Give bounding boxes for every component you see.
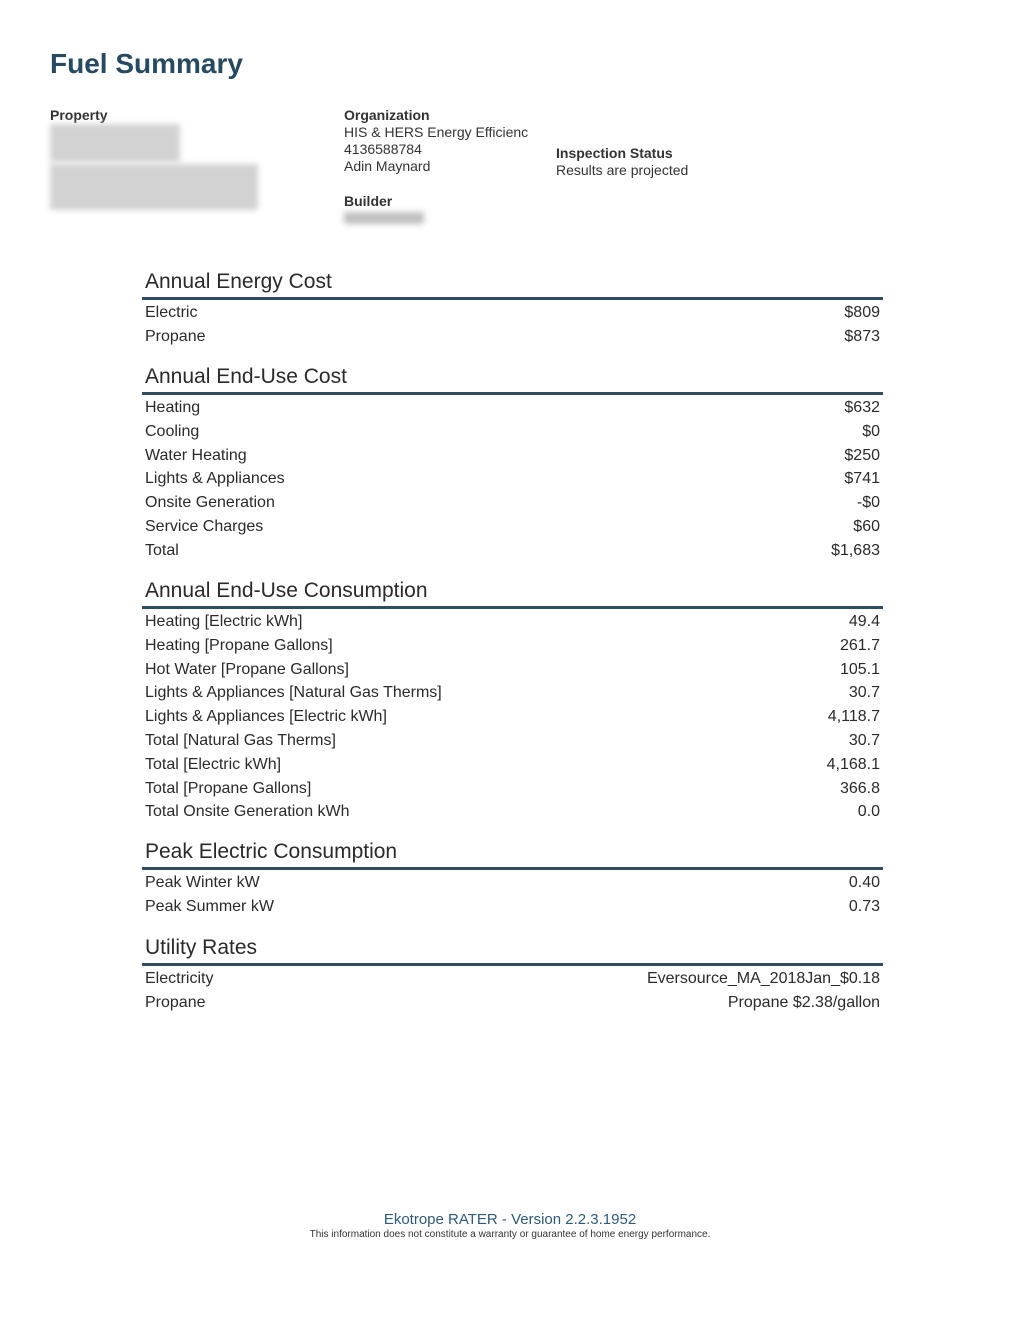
row-label: Heating [Electric kWh] xyxy=(145,613,303,630)
row-value: $809 xyxy=(844,304,880,321)
row-value: -$0 xyxy=(856,494,880,512)
property-label: Property xyxy=(50,107,108,123)
organization-name: HIS & HERS Energy Efficienc xyxy=(344,124,529,140)
organization-block xyxy=(344,107,536,175)
row-label: Lights & Appliances [Electric kWh] xyxy=(145,708,387,726)
table-row xyxy=(142,325,883,349)
row-label: Total [Propane Gallons] xyxy=(145,779,312,797)
row-label: Onsite Generation xyxy=(145,494,275,512)
row-value: 0.0 xyxy=(857,803,880,821)
inspection-status-value: Results are projected xyxy=(556,162,689,178)
table-row xyxy=(142,753,883,777)
inspection-status-block xyxy=(556,145,688,179)
table-row xyxy=(142,967,883,991)
organization-phone: 4136588784 xyxy=(344,141,422,157)
section-title: Annual End-Use Cost xyxy=(142,365,883,395)
table-row xyxy=(142,467,883,491)
row-value: 49.4 xyxy=(848,613,880,630)
table-row xyxy=(142,444,883,468)
row-value: $60 xyxy=(853,517,880,535)
footer-version: Ekotrope RATER - Version 2.2.3.1952 xyxy=(383,1211,637,1228)
row-value: Eversource_MA_2018Jan_$0.18 xyxy=(646,970,880,987)
row-value: 4,118.7 xyxy=(827,708,880,726)
redacted-property-city xyxy=(50,164,258,210)
row-label: Service Charges xyxy=(145,517,264,535)
table-row xyxy=(142,658,883,682)
row-value: 4,168.1 xyxy=(826,755,880,773)
table-row xyxy=(142,491,883,515)
section-annual-energy-cost xyxy=(142,270,883,349)
table-row xyxy=(142,800,883,824)
row-label: Peak Summer kW xyxy=(145,897,274,915)
table-row xyxy=(142,634,883,658)
row-label: Propane xyxy=(145,327,206,345)
row-value: 0.73 xyxy=(848,897,880,915)
row-value: $632 xyxy=(844,399,880,416)
table-row xyxy=(142,396,883,420)
inspection-status-label: Inspection Status xyxy=(556,145,673,161)
page-title: Fuel Summary xyxy=(50,48,243,79)
row-label: Lights & Appliances xyxy=(145,470,285,488)
table-row xyxy=(142,681,883,705)
builder-block xyxy=(344,193,392,210)
row-value: Propane $2.38/gallon xyxy=(727,993,880,1011)
section-peak-electric-consumption xyxy=(142,840,883,919)
table-row xyxy=(142,515,883,539)
row-label: Hot Water [Propane Gallons] xyxy=(145,660,349,678)
table-row xyxy=(142,895,883,919)
table-row xyxy=(142,705,883,729)
row-label: Total xyxy=(145,541,179,559)
row-label: Peak Winter kW xyxy=(145,874,260,891)
row-label: Cooling xyxy=(145,422,200,440)
organization-contact: Adin Maynard xyxy=(344,158,431,174)
section-title: Annual End-Use Consumption xyxy=(142,579,883,609)
table-row xyxy=(142,420,883,444)
table-row xyxy=(142,610,883,634)
table-row xyxy=(142,301,883,325)
table-row xyxy=(142,539,883,563)
section-title: Peak Electric Consumption xyxy=(142,840,883,870)
row-value: 30.7 xyxy=(848,731,880,749)
row-label: Propane xyxy=(145,993,206,1011)
table-row xyxy=(142,777,883,801)
redacted-property-address xyxy=(50,124,180,162)
row-value: $873 xyxy=(844,327,880,345)
row-label: Electric xyxy=(145,304,198,321)
row-value: $250 xyxy=(844,446,880,464)
property-block xyxy=(50,107,108,124)
section-annual-end-use-consumption xyxy=(142,579,883,824)
section-title: Utility Rates xyxy=(142,936,883,966)
section-title: Annual Energy Cost xyxy=(142,270,883,300)
table-row xyxy=(142,729,883,753)
row-value: 0.40 xyxy=(848,874,880,891)
table-row xyxy=(142,871,883,895)
row-value: $0 xyxy=(862,422,880,440)
redacted-builder-name xyxy=(344,212,424,224)
row-value: 366.8 xyxy=(839,779,880,797)
footer-disclaimer: This information does not constitute a warranty or guarantee of home energy performance. xyxy=(309,1229,711,1240)
row-label: Total Onsite Generation kWh xyxy=(145,803,350,821)
row-value: $1,683 xyxy=(831,541,880,559)
row-label: Water Heating xyxy=(145,446,247,464)
row-value: 261.7 xyxy=(839,636,880,654)
builder-label: Builder xyxy=(344,193,393,209)
section-utility-rates xyxy=(142,936,883,1015)
row-label: Heating [Propane Gallons] xyxy=(145,636,333,654)
organization-label: Organization xyxy=(344,107,430,123)
row-label: Lights & Appliances [Natural Gas Therms] xyxy=(145,684,442,702)
row-label: Total [Natural Gas Therms] xyxy=(145,731,336,749)
row-label: Electricity xyxy=(145,970,214,987)
row-value: 105.1 xyxy=(839,660,880,678)
table-row xyxy=(142,991,883,1015)
row-label: Heating xyxy=(145,399,201,416)
row-value: $741 xyxy=(844,470,880,488)
row-value: 30.7 xyxy=(848,684,880,702)
row-label: Total [Electric kWh] xyxy=(145,755,282,773)
section-annual-end-use-cost xyxy=(142,365,883,563)
